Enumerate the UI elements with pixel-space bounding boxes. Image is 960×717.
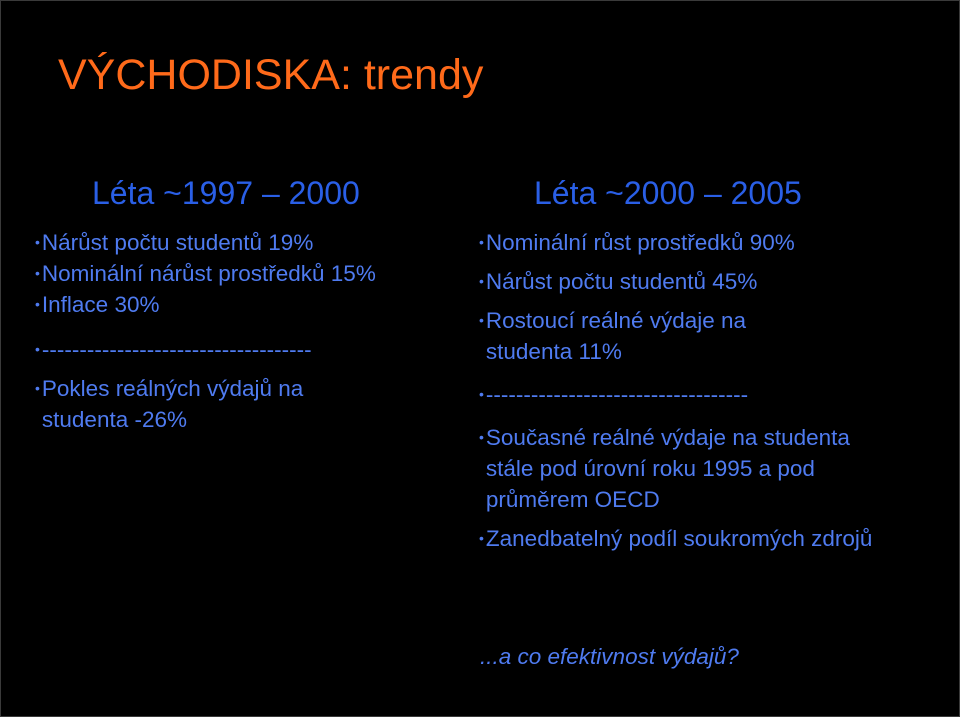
- bullet-separator: [479, 379, 899, 410]
- bullet-icon: •: [479, 530, 484, 546]
- bullet-separator: [35, 334, 465, 365]
- bullet-item: [479, 227, 899, 258]
- bullet-icon: •: [479, 386, 484, 402]
- bullet-icon: •: [479, 312, 484, 328]
- bullet-text: Rostoucí reálné výdaje na studenta 11%: [485, 308, 747, 364]
- bullet-icon: •: [35, 341, 40, 357]
- bullet-text: Nominální růst prostředků 90%: [485, 230, 795, 255]
- bullet-icon: •: [35, 265, 40, 281]
- bullet-item: [35, 227, 465, 258]
- bullet-text: Nárůst počtu studentů 45%: [485, 269, 758, 294]
- bullet-text: Inflace 30%: [41, 292, 160, 317]
- bullet-icon: •: [35, 380, 40, 396]
- bullet-icon: •: [479, 234, 484, 250]
- bullet-text: Současné reálné výdaje na studenta stále pod úrovní roku 1995 a pod průměrem OECD: [485, 425, 850, 512]
- bullet-item: [35, 258, 465, 289]
- bullet-text: Nárůst počtu studentů 19%: [41, 230, 314, 255]
- bullet-text: ------------------------------------: [41, 337, 312, 362]
- bullet-text: Pokles reálných výdajů na studenta -26%: [41, 376, 304, 432]
- bullet-icon: •: [35, 234, 40, 250]
- bullet-icon: •: [35, 296, 40, 312]
- left-column-heading: Léta ~1997 – 2000: [92, 175, 360, 211]
- right-column-heading: Léta ~2000 – 2005: [534, 175, 802, 211]
- bullet-icon: •: [479, 429, 484, 445]
- right-bullet-list: [479, 227, 899, 554]
- bullet-item: [479, 305, 899, 367]
- bullet-icon: •: [479, 273, 484, 289]
- bullet-text: Nominální nárůst prostředků 15%: [41, 261, 376, 286]
- bullet-item: [479, 422, 899, 515]
- closing-question: ...a co efektivnost výdajů?: [480, 644, 739, 669]
- bullet-item: [479, 266, 899, 297]
- bullet-text: -----------------------------------: [485, 382, 749, 407]
- left-bullet-list: [35, 227, 465, 435]
- bullet-item: [35, 289, 465, 320]
- slide-title: VÝCHODISKA: trendy: [58, 51, 484, 99]
- bullet-item: [35, 373, 465, 435]
- bullet-item: [479, 523, 899, 554]
- bullet-text: Zanedbatelný podíl soukromých zdrojů: [485, 526, 873, 551]
